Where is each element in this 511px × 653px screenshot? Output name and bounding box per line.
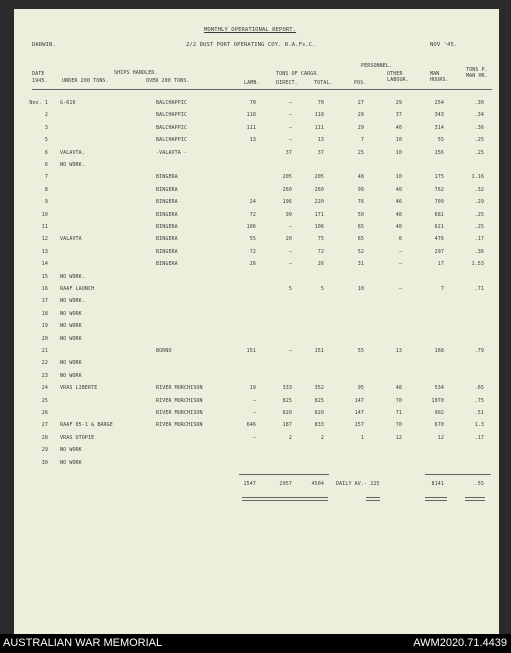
cell-direct: 187 [282, 422, 292, 429]
cell-date: 26 [41, 410, 48, 416]
cell-total: 111 [314, 124, 324, 131]
cell-under: NO WORK [60, 335, 82, 342]
table-row [14, 410, 499, 418]
totals-rule-hours [425, 474, 491, 475]
cell-lamb: 26 [249, 261, 256, 268]
cell-lamb: 72 [249, 248, 256, 255]
cell-under: NO WORK. [60, 273, 85, 280]
cell-date: 30 [41, 459, 48, 466]
cell-tpmh: .36 [474, 248, 484, 255]
cell-other: 40 [395, 186, 402, 193]
cell-total: 70 [317, 100, 324, 106]
cell-date: 18 [41, 310, 48, 317]
cell-pos: 29 [357, 124, 364, 131]
cell-hours: 156 [434, 149, 444, 156]
cell-tpmh: .71 [474, 286, 484, 292]
cell-other: 71 [395, 410, 402, 416]
cell-over: BINGERA [156, 211, 178, 218]
cell-pos: 76 [357, 199, 364, 206]
totals-double-rule-hours [425, 497, 447, 501]
cell-date: 6 [44, 162, 48, 168]
totals-rule-cargo [239, 474, 329, 475]
cell-under: VALAVTA. [60, 149, 85, 156]
cell-date: 23 [41, 372, 48, 379]
cell-tpmh: .65 [474, 385, 484, 392]
cell-other: 10 [395, 137, 402, 144]
table-row [14, 249, 499, 257]
cell-pos: 48 [357, 174, 364, 181]
report-page [14, 9, 499, 634]
table-row [14, 373, 499, 381]
cell-lamb: 24 [249, 199, 256, 206]
cell-under: NO WORK. [60, 162, 85, 168]
cell-date: 9 [44, 199, 48, 206]
cell-hours: 254 [434, 100, 444, 106]
header-tons-of-cargo: TONS OF CARGO. [276, 71, 320, 77]
cell-tpmh: .32 [474, 186, 484, 193]
total-cargo: 4504 [311, 481, 324, 487]
cell-date: Nov. 1 [29, 100, 48, 106]
total-direct: 2957 [279, 481, 292, 487]
cell-date: 6 [44, 149, 48, 156]
cell-over: BINGERA [156, 174, 178, 181]
table-row [14, 137, 499, 145]
cell-date: 22 [41, 360, 48, 367]
cell-tpmh: .25 [474, 211, 484, 218]
table-row [14, 336, 499, 344]
cell-direct: – [288, 224, 292, 230]
cell-other: 6 [398, 236, 402, 243]
cell-hours: 709 [434, 199, 444, 206]
cell-other: 48 [395, 224, 402, 230]
table-row [14, 348, 499, 356]
table-row [14, 125, 499, 133]
cell-hours: 762 [434, 186, 444, 193]
cell-total: 205 [314, 174, 324, 181]
header-man-hr: MAN HR. [466, 73, 488, 79]
cell-date: 29 [41, 447, 48, 454]
cell-date: 2 [44, 112, 48, 119]
report-title: MONTHLY OPERATIONAL REPORT. [204, 27, 297, 33]
table-row [14, 274, 499, 282]
cell-over: BALCHAPPIC [156, 124, 188, 131]
cell-date: 14 [41, 261, 48, 268]
cell-other: 10 [395, 149, 402, 156]
cell-hours: 681 [434, 211, 444, 218]
cell-over: BINGERA [156, 224, 178, 230]
cell-direct: – [288, 248, 292, 255]
cell-date: 19 [41, 323, 48, 330]
cell-lamb: 55 [249, 236, 256, 243]
cell-hours: 343 [434, 112, 444, 119]
table-row [14, 385, 499, 393]
cell-pos: 55 [357, 348, 364, 354]
table-row [14, 398, 499, 406]
cell-date: 28 [41, 434, 48, 441]
cell-tpmh: .25 [474, 149, 484, 156]
cell-lamb: 111 [246, 124, 256, 131]
cell-date: 24 [41, 385, 48, 392]
report-unit: 2/2 DUST PORT OPERATING COY. R.A.Fs.C. [186, 42, 316, 48]
cell-other: 12 [395, 434, 402, 441]
table-row [14, 199, 499, 207]
cell-over: -VALAVTA - [156, 149, 188, 156]
cell-lamb: 106 [246, 224, 256, 230]
cell-lamb: – [252, 434, 256, 441]
header-hours: HOURS. [430, 77, 449, 83]
table-row [14, 360, 499, 368]
cell-pos: 95 [357, 385, 364, 392]
table-row [14, 323, 499, 331]
cell-tpmh: 1.53 [471, 261, 484, 268]
cell-direct: – [288, 112, 292, 119]
cell-under: NO WORK [60, 459, 82, 466]
footer-institution: AUSTRALIAN WAR MEMORIAL [3, 637, 163, 649]
cell-direct: 37 [285, 149, 292, 156]
cell-under: VALAVTA [60, 236, 82, 243]
cell-over: BORNO [156, 348, 172, 354]
cell-pos: 52 [357, 248, 364, 255]
header-direct: DIRECT. [276, 80, 298, 86]
cell-direct: – [288, 137, 292, 144]
header-ships-handled: SHIPS HANDLED. [114, 70, 158, 76]
cell-hours: 534 [434, 385, 444, 392]
total-man-hours: 8141 [431, 481, 444, 487]
cell-tpmh: .34 [474, 112, 484, 119]
cell-over: RIVER MURCHISON [156, 397, 203, 404]
cell-total: 352 [314, 385, 324, 392]
cell-other: 48 [395, 211, 402, 218]
cell-under: NO WORK. [60, 298, 85, 305]
cell-tpmh: .79 [474, 348, 484, 354]
table-row [14, 435, 499, 443]
table-row [14, 447, 499, 455]
cell-direct: – [288, 100, 292, 106]
footer-accession: AWM2020.71.4439 [413, 637, 507, 649]
cell-lamb: 646 [246, 422, 256, 429]
cell-other: 40 [395, 124, 402, 131]
cell-tpmh: .75 [474, 397, 484, 404]
cell-under: VRAS LIBERTE [60, 385, 98, 392]
table-row [14, 174, 499, 182]
cell-other: 13 [395, 348, 402, 354]
cell-lamb: 118 [246, 112, 256, 119]
cell-total: 72 [317, 248, 324, 255]
cell-over: BALCHAPPIC [156, 137, 188, 144]
cell-direct: – [288, 348, 292, 354]
total-tons-per-man-hour: .55 [474, 481, 484, 487]
cell-over: RIVER MURCHISON [156, 410, 203, 416]
cell-lamb: 72 [249, 211, 256, 218]
table-row [14, 298, 499, 306]
table-row [14, 212, 499, 220]
cell-hours: 12 [437, 434, 444, 441]
cell-over: BINGERA [156, 236, 178, 243]
cell-over: BALCHAPPIC [156, 112, 188, 119]
cell-pos: 99 [357, 186, 364, 193]
cell-hours: 476 [434, 236, 444, 243]
cell-hours: 314 [434, 124, 444, 131]
cell-total: 2 [320, 434, 324, 441]
cell-pos: 25 [357, 149, 364, 156]
cell-under: G-616 [60, 100, 76, 106]
cell-pos: 147 [354, 410, 364, 416]
cell-lamb: 151 [246, 348, 256, 354]
cell-over: RIVER MURCHISON [156, 422, 203, 429]
cell-date: 7 [44, 174, 48, 181]
cell-tpmh: .25 [474, 224, 484, 230]
header-total: TOTAL. [314, 80, 333, 86]
cell-pos: 7 [360, 137, 364, 144]
totals-double-rule-cargo [242, 497, 328, 501]
cell-direct: 196 [282, 199, 292, 206]
cell-other: 10 [395, 174, 402, 181]
cell-hours: 621 [434, 224, 444, 230]
table-row [14, 460, 499, 468]
cell-pos: 1 [360, 434, 364, 441]
header-under-200: UNDER 200 TONS. [62, 78, 109, 84]
cell-direct: 260 [282, 186, 292, 193]
cell-date: 12 [41, 236, 48, 243]
cell-pos: 65 [357, 236, 364, 243]
cell-other: 70 [395, 422, 402, 429]
cell-hours: 7 [440, 286, 444, 292]
cell-under: NO WORK [60, 447, 82, 454]
cell-tpmh: 1.3 [474, 422, 484, 429]
cell-total: 220 [314, 199, 324, 206]
cell-under: VRAS UTOPIE [60, 434, 95, 441]
cell-other: – [398, 248, 402, 255]
cell-over: BINGERA [156, 199, 178, 206]
table-row [14, 162, 499, 170]
cell-tpmh: 1.16 [471, 174, 484, 181]
cell-date: 15 [41, 273, 48, 280]
cell-under: NO WORK [60, 372, 82, 379]
table-row [14, 187, 499, 195]
cell-date: 11 [41, 224, 48, 230]
cell-lamb: – [252, 410, 256, 416]
cell-total: 620 [314, 410, 324, 416]
cell-date: 20 [41, 335, 48, 342]
cell-lamb: 70 [249, 100, 256, 106]
cell-total: 106 [314, 224, 324, 230]
cell-total: 825 [314, 397, 324, 404]
cell-pos: 31 [357, 261, 364, 268]
cell-date: 16 [41, 286, 48, 292]
table-row [14, 224, 499, 232]
report-month: NOV '45. [430, 42, 458, 48]
cell-direct: – [288, 261, 292, 268]
cell-lamb: 19 [249, 385, 256, 392]
header-rule [32, 89, 492, 90]
cell-date: 25 [41, 397, 48, 404]
report-place: DARWIN. [32, 42, 56, 48]
cell-pos: 10 [357, 286, 364, 292]
cell-pos: 29 [357, 112, 364, 119]
cell-tpmh: .36 [474, 124, 484, 131]
cell-total: 260 [314, 186, 324, 193]
cell-hours: 670 [434, 422, 444, 429]
cell-date: 17 [41, 298, 48, 305]
cell-direct: 333 [282, 385, 292, 392]
cell-date: 5 [44, 137, 48, 144]
cell-direct: 20 [285, 236, 292, 243]
cell-over: RIVER MURCHISON [156, 385, 203, 392]
cell-direct: 620 [282, 410, 292, 416]
cell-hours: 17 [437, 261, 444, 268]
cell-total: 118 [314, 112, 324, 119]
table-row [14, 311, 499, 319]
cell-under: NO WORK [60, 310, 82, 317]
cell-total: 37 [317, 149, 324, 156]
daily-average: DAILY AV.- 225 [336, 481, 380, 487]
header-lamb: LAMB. [244, 80, 260, 86]
cell-tpmh: .30 [474, 100, 484, 106]
cell-under: RAAF LAUNCH [60, 286, 95, 292]
cell-tpmh: .17 [474, 434, 484, 441]
table-row [14, 261, 499, 269]
header-personnel: PERSONNEL. [361, 63, 393, 69]
cell-other: 46 [395, 199, 402, 206]
cell-total: 26 [317, 261, 324, 268]
cell-tpmh: .29 [474, 199, 484, 206]
cell-over: BINGERA [156, 248, 178, 255]
cell-date: 8 [44, 186, 48, 193]
cell-under: NO WORK [60, 323, 82, 330]
archive-footer [0, 634, 511, 653]
cell-date: 27 [41, 422, 48, 429]
cell-hours: 168 [434, 348, 444, 354]
header-date: DATE [32, 71, 45, 77]
header-other: OTHER [387, 71, 403, 77]
cell-lamb: – [252, 397, 256, 404]
cell-date: 13 [41, 248, 48, 255]
cell-tpmh: .51 [474, 410, 484, 416]
total-lamb: 1547 [243, 481, 256, 487]
cell-hours: 175 [434, 174, 444, 181]
cell-total: 5 [320, 286, 324, 292]
cell-date: 10 [41, 211, 48, 218]
header-tons-per: TONS P. [466, 67, 488, 73]
cell-over: BINGERA [156, 261, 178, 268]
cell-other: – [398, 261, 402, 268]
cell-over: BINGERA [156, 186, 178, 193]
cell-direct: 99 [285, 211, 292, 218]
cell-over: BALCHAPPIC [156, 100, 188, 106]
cell-total: 171 [314, 211, 324, 218]
table-row [14, 422, 499, 430]
cell-direct: 825 [282, 397, 292, 404]
table-row [14, 236, 499, 244]
cell-total: 833 [314, 422, 324, 429]
cell-total: 75 [317, 236, 324, 243]
cell-other: – [398, 286, 402, 292]
table-row [14, 150, 499, 158]
cell-hours: 297 [434, 248, 444, 255]
totals-double-rule-tpmh [465, 497, 485, 501]
cell-hours: 55 [437, 137, 444, 144]
table-row [14, 100, 499, 108]
cell-date: 3 [44, 124, 48, 131]
cell-other: 37 [395, 112, 402, 119]
cell-tpmh: .25 [474, 137, 484, 144]
table-row [14, 112, 499, 120]
cell-other: 48 [395, 385, 402, 392]
cell-hours: 902 [434, 410, 444, 416]
cell-pos: 157 [354, 422, 364, 429]
table-row [14, 286, 499, 294]
cell-pos: 65 [357, 224, 364, 230]
header-man: MAN [430, 71, 440, 77]
cell-total: 151 [314, 348, 324, 354]
cell-total: 13 [317, 137, 324, 144]
cell-pos: 147 [354, 397, 364, 404]
cell-hours: 1070 [431, 397, 444, 404]
cell-date: 21 [41, 348, 48, 354]
cell-under: NO WORK [60, 360, 82, 367]
cell-pos: 50 [357, 211, 364, 218]
header-labour: LABOUR. [387, 77, 409, 83]
cell-tpmh: .17 [474, 236, 484, 243]
cell-pos: 27 [357, 100, 364, 106]
cell-other: 70 [395, 397, 402, 404]
cell-direct: – [288, 124, 292, 131]
cell-direct: 205 [282, 174, 292, 181]
header-year: 1945. [32, 78, 48, 84]
header-over-200: OVER 200 TONS. [146, 78, 190, 84]
cell-direct: 5 [288, 286, 292, 292]
cell-direct: 2 [288, 434, 292, 441]
cell-other: 29 [395, 100, 402, 106]
cell-under: RAAF 05-1 & BARGE [60, 422, 113, 429]
header-pos: POS. [354, 80, 367, 86]
cell-lamb: 13 [249, 137, 256, 144]
totals-double-rule-avg [366, 497, 380, 501]
